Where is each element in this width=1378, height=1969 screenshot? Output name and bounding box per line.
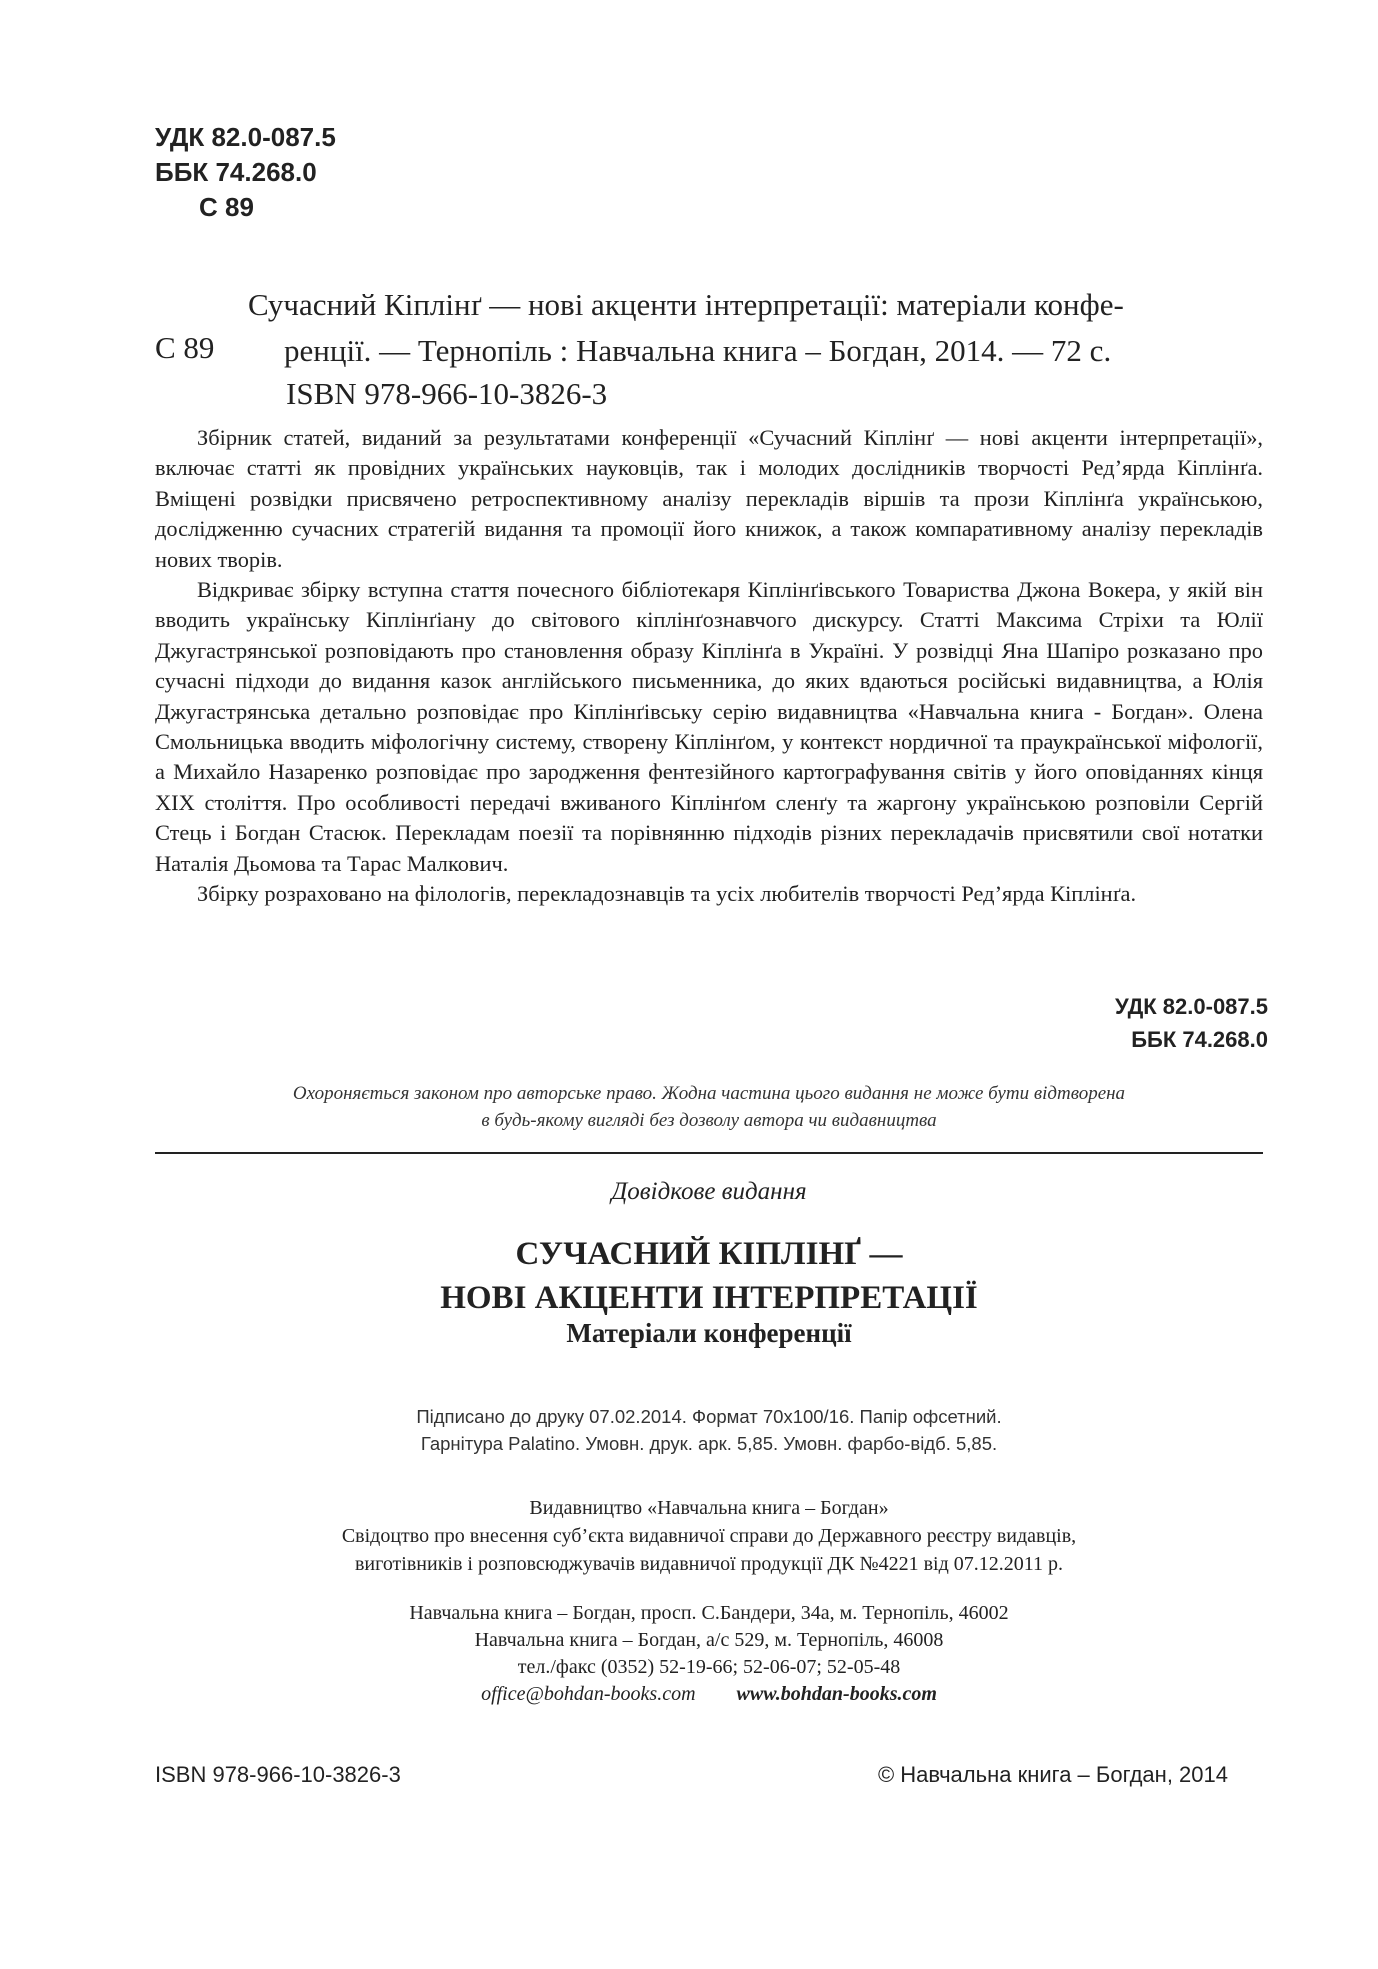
contact-row [155,1681,1263,1708]
catalog-mark: С 89 [155,330,215,365]
email-link[interactable]: office@bohdan-books.com [481,1683,696,1705]
copyright-notice-line-1: Охороняється законом про авторське право. Жодна частина цього видання не може бути відтворена [292,1083,1126,1104]
abstract-paragraph: Відкриває збірку вступна стаття почесного бібліотекаря Кіплінґівського Товариства Джона Вокера, у якій він вводить українську Кіплінґіану до світового кіплінґознавчого дискурсу. Статті Максима Стріхи та Юлії Джугастрянської розповідають про становлення образу Кіплінґа в Україні. У розвідці Яна Шапіро розказано про сучасні підходи до видання казок англійського письменника, до яких вдаються російські видавництва, а Юлія Джугастрянська детально розповідає про Кіплінґівську серію видавництва «Навчальна книга - Богдан». Олена Смольницька вводить міфологічну систему, створену Кіплінґом, у контекст нордичної та праукраїнської міфології, а Михайло Назаренко розповідає про зародження фентезійного картографування світів у його оповіданнях кінця XIX століття. Про особливості передачі вживаного Кіплінґом сленґу та жаргону українською розповіли Сергій Стець і Богдан Стасюк. Перекладам поезії та порівнянню підходів різних перекладачів присвятили свої нотатки Наталія Дьомова та Тарас Малкович. [155,577,1263,876]
divider [155,1152,1263,1154]
classification-codes-right [1115,990,1268,1056]
publisher-line-2: Свідоцтво про внесення суб’єкта видавничої справи до Державного реєстру видавців, [341,1525,1077,1547]
abstract-paragraph: Збірку розраховано на філологів, перекладознавців та усіх любителів творчості Ред’ярда Кіплінґа. [197,881,1137,907]
print-info [155,1403,1263,1457]
publisher-info [155,1494,1263,1578]
bbk-code: ББК 74.268.0 [155,157,317,187]
book-title [155,1232,1263,1320]
abstract-paragraph: Збірник статей, виданий за результатами конференції «Сучасний Кіплінґ — нові акценти інтерпретації», включає статті як провідних українських науковців, так і молодих дослідників творчості Ред’ярда Кіплінґа. Вміщені розвідки присвячено ретроспективному аналізу перекладів віршів та прози Кіплінґа українською, дослідженню сучасних стратегій видання та промоції його книжок, а також компаративному аналізу перекладів нових творів. [155,425,1263,572]
bibliographic-description [248,282,1263,374]
address-line-3: тел./факс (0352) 52-19-66; 52-06-07; 52-05-48 [517,1656,901,1678]
copyright-notice [155,1080,1263,1134]
website-link[interactable]: www.bohdan-books.com [736,1683,937,1705]
publisher-line-1: Видавництво «Навчальна книга – Богдан» [529,1497,889,1519]
address-line-2: Навчальна книга – Богдан, а/с 529, м. Тернопіль, 46008 [474,1629,944,1651]
bib-isbn: ISBN 978-966-10-3826-3 [286,376,608,411]
abstract [155,423,1263,910]
copyright-notice-line-2: в будь-якому вигляді без дозволу автора чи видавництва [481,1110,937,1131]
publisher-address [155,1600,1263,1681]
title-line-2: НОВІ АКЦЕНТИ ІНТЕРПРЕТАЦІЇ [440,1280,978,1316]
bib-line-2: ренції. — Тернопіль : Навчальна книга – Богдан, 2014. — 72 с. [284,333,1112,368]
book-subtitle: Матеріали конференції [566,1318,852,1348]
print-info-line-2: Гарнітура Palatino. Умовн. друк. арк. 5,85. Умовн. фарбо-відб. 5,85. [420,1433,998,1454]
title-line-1: СУЧАСНИЙ КІПЛІНҐ — [515,1236,903,1272]
print-info-line-1: Підписано до друку 07.02.2014. Формат 70x100/16. Папір офсетний. [416,1406,1002,1427]
udk-code-right: УДК 82.0-087.5 [1115,994,1268,1019]
edition-type: Довідкове видання [611,1178,807,1205]
bbk-code-right: ББК 74.268.0 [1131,1027,1268,1052]
publisher-line-3: виготівників і розповсюджувачів видавничої продукції ДК №4221 від 07.12.2011 р. [354,1553,1064,1575]
udk-code: УДК 82.0-087.5 [155,122,336,152]
footer-isbn: ISBN 978-966-10-3826-3 [155,1762,401,1787]
bib-line-1: Сучасний Кіплінґ — нові акценти інтерпретації: матеріали конфе- [248,287,1124,322]
footer-copyright: © Навчальна книга – Богдан, 2014 [877,1762,1228,1787]
address-line-1: Навчальна книга – Богдан, просп. С.Бандери, 34а, м. Тернопіль, 46002 [409,1602,1009,1624]
author-mark: С 89 [199,192,254,222]
classification-codes-top [155,120,336,225]
